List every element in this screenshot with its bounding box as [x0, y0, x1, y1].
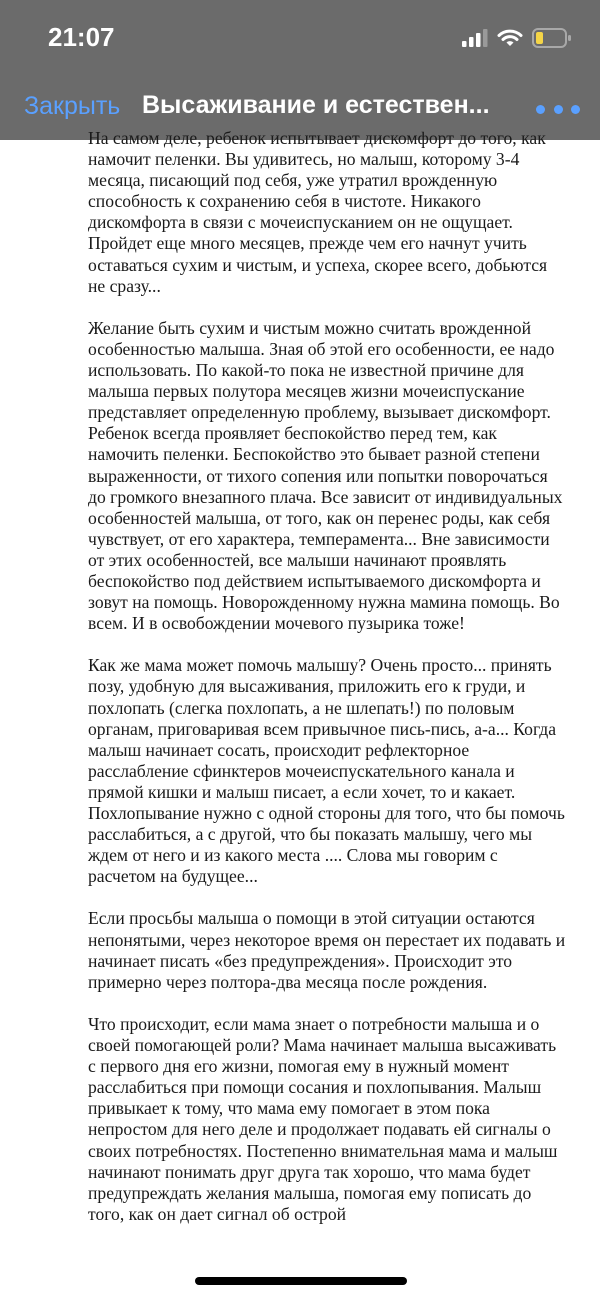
article-scroll-area[interactable] — [0, 128, 600, 1297]
page-title: Высаживание и естествен... — [142, 91, 490, 119]
more-options-button[interactable] — [536, 94, 580, 124]
battery-icon — [532, 28, 572, 48]
article-paragraph: Если просьбы малыша о помощи в этой ситуации остаются непонятыми, через некоторое время он перестает их подавать и начинает писать «без предупреждения». Происходит это примерно через полтора-два месяца после рождения. — [88, 908, 566, 992]
article-paragraph: Желание быть сухим и чистым можно считать врожденной особенностью малыша. Зная об этой его особенности, ее надо использовать. По какой-то пока не известной причине для малыша первых полутора месяцев жизни мочеиспускание представляет определенную проблему, вызывает дискомфорт. Ребенок всегда проявляет беспокойство перед тем, как намочить пеленки. Беспокойство это бывает разной степени выраженности, от тихого сопения или попытки поворочаться до громкого внезапного плача. Все зависит от индивидуальных особенностей малыша, от того, как он перенес роды, как себя чувствует, от его характера, темперамента... Вне зависимости от этих особенностей, все малыши начинают проявлять беспокойство под действием испытываемого дискомфорта и зовут на помощь. Новорожденному нужна мамина помощь. Во всем. И в освобождении мочевого пузырика тоже! — [88, 317, 563, 634]
cellular-signal-icon — [462, 29, 488, 47]
article-paragraph: Как же мама может помочь малышу? Очень просто... принять позу, удобную для высаживания, приложить его к груди, и похлопать (слегка похлопать, а не шлепать!) по половым органам, приговаривая всем привычное пись-пись, а-а... Когда малыш начинает сосать, происходит рефлекторное расслабление сфинктеров мочеиспускательного канала и прямой кишки и малыш писает, а если хочет, то и какает. Похлопывание нужно с одной стороны для того, что бы помочь расслабиться, а с другой, что бы показать малышу, чего мы ждем от него и из какого места .... Слова мы говорим с расчетом на будущее... — [88, 655, 565, 887]
status-icons — [462, 26, 572, 50]
article-body — [88, 128, 568, 1246]
home-indicator[interactable] — [195, 1277, 407, 1285]
more-dot-icon — [536, 105, 545, 114]
status-time: 21:07 — [48, 22, 115, 52]
close-button[interactable]: Закрыть — [24, 92, 121, 120]
wifi-icon — [498, 29, 522, 47]
article-paragraph: На самом деле, ребенок испытывает дискомфорт до того, как намочит пеленки. Вы удивитесь, но малыш, которому 3-4 месяца, писающий под себя, уже утратил врожденную способность к сохранению себя в чистоте. Никакого дискомфорта в связи с мочеиспусканием он не ощущает. Пройдет еще много месяцев, прежде чем его начнут учить оставаться сухим и чистым, и успеха, скорее всего, добьются не сразу... — [88, 128, 548, 296]
more-dot-icon — [571, 105, 580, 114]
more-dot-icon — [554, 105, 563, 114]
status-bar — [0, 0, 600, 80]
article-paragraph: Что происходит, если мама знает о потребности малыша и о своей помогающей роли? Мама начинает малыша высаживать с первого дня его жизни, помогая ему в нужный момент расслабиться при помощи сосания и похлопывания. Малыш привыкает к тому, что мама ему помогает в этом пока непростом для него деле и продолжает подавать ей сигналы о своих потребностях. Постепенно внимательная мама и малыш начинают понимать друг друга так хорошо, что мама будет предупреждать желания малыша, помогая ему пописать до того, как он дает сигнал об острой — [88, 1013, 558, 1224]
